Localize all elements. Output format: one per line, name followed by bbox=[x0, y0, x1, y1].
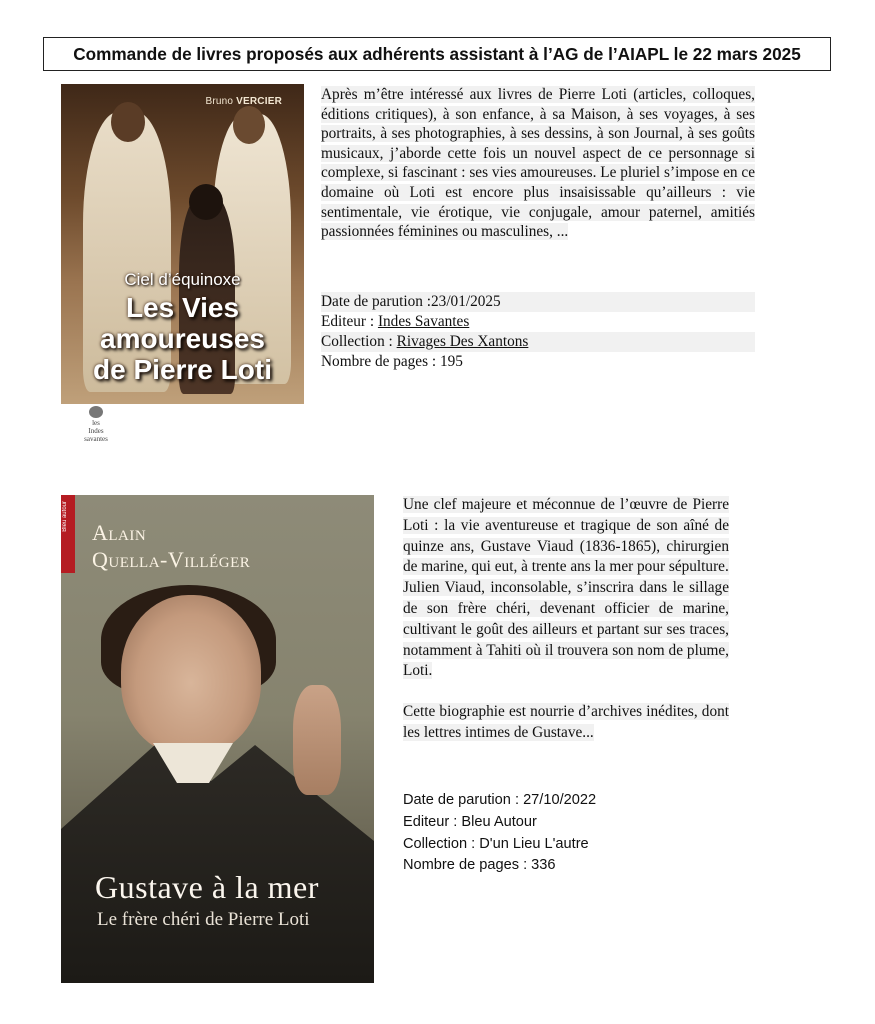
cover-title: Gustave à la mer bbox=[95, 869, 319, 905]
portrait-face bbox=[121, 595, 261, 755]
page-title: Commande de livres proposés aux adhérents assistant à l’AG de l’AIAPL le 22 mars 2025 bbox=[43, 37, 831, 71]
book-cover-les-vies-amoureuses bbox=[61, 84, 304, 404]
cover-figure-left-head bbox=[111, 102, 145, 142]
publisher-logo bbox=[74, 406, 118, 442]
logo-line: savantes bbox=[84, 435, 108, 443]
cover-title-line-3: de Pierre Loti bbox=[93, 354, 272, 385]
cover-subtitle: Le frère chéri de Pierre Loti bbox=[97, 909, 310, 930]
publisher-band: Bleu autour bbox=[61, 495, 75, 573]
cover-author: Bruno VERCIER bbox=[205, 96, 282, 107]
book2-metadata bbox=[403, 790, 729, 877]
logo-line: les bbox=[92, 419, 100, 427]
book2-paragraph-3: Cette biographie est nourrie d’archives inédites, dont les lettres intimes de Gustave... bbox=[403, 703, 729, 741]
book1-description-text: Après m’être intéressé aux livres de Pierre Loti (articles, colloques, éditions critiques), à son enfance, à sa Maison, à ses voyages, à ses portraits, à ses photographies, à ses dessins, à son Journal, à ses goûts musicaux, j’aborde cette fois un nouvel aspect de ce personnage si complexe, si fascinant : ses vies amoureuses. Le pluriel s’impose en ce domaine où Loti est encore plus insaisissable qu’ailleurs : vie sentimentale, vie érotique, vie conjugale, amour paternel, amitiés passionnées féminines ou masculines, ... bbox=[321, 86, 755, 241]
logo-line: Indes bbox=[88, 427, 104, 435]
book1-editor: Editeur : Indes Savantes bbox=[321, 313, 470, 330]
book2-paragraph-1: Une clef majeure et méconnue de l’œuvre de Pierre Loti : la vie aventureuse et tragique de son aîné de quinze ans, Gustave Viaud (1836-1865), chirurgien de marine, qui eut, à trente ans la mer pour sépulture. bbox=[403, 496, 729, 576]
book2-description bbox=[403, 495, 729, 744]
book1-collection: Collection : Rivages Des Xantons bbox=[321, 332, 755, 352]
tree-icon bbox=[89, 406, 103, 418]
book2-editor: Editeur : Bleu Autour bbox=[403, 813, 537, 830]
book2-date: Date de parution : 27/10/2022 bbox=[403, 792, 597, 808]
editor-link[interactable]: Indes Savantes bbox=[377, 313, 470, 330]
book1-metadata bbox=[321, 292, 755, 372]
collection-link[interactable]: Rivages Des Xantons bbox=[396, 333, 529, 350]
book-cover-gustave-a-la-mer bbox=[61, 495, 374, 983]
book2-pages: Nombre de pages : 336 bbox=[403, 857, 556, 874]
book2-paragraph-2: Julien Viaud, inconsolable, s’inscrira dans le sillage de son frère chéri, devenant officier de marine, cultivant le goût des ailleurs et partant sur ses traces, notamment à Tahiti où il trouvera son nom de plume, Loti. bbox=[403, 579, 729, 680]
book1-date: Date de parution :23/01/2025 bbox=[321, 292, 755, 312]
cover-author: Alain Quella-Villéger bbox=[92, 520, 251, 572]
cover-title-line-2: amoureuses bbox=[100, 323, 265, 354]
cover-subtitle: Ciel d’équinoxe bbox=[124, 270, 241, 289]
book2-collection: Collection : D'un Lieu L'autre bbox=[403, 835, 589, 852]
portrait-hand bbox=[293, 685, 341, 795]
cover-figure-right-head bbox=[233, 106, 265, 144]
book1-pages: Nombre de pages : 195 bbox=[321, 353, 463, 370]
book1-description bbox=[321, 85, 755, 242]
cover-figure-center-head bbox=[189, 184, 223, 220]
cover-title-line-1: Les Vies bbox=[125, 292, 240, 323]
